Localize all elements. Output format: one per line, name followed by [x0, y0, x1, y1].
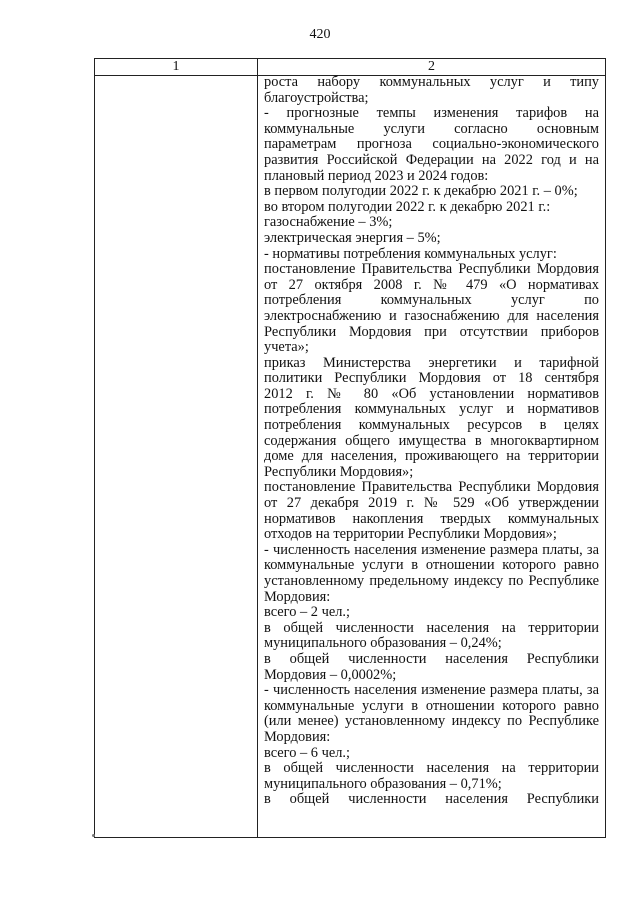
- text-line: плановый период 2023 и 2024 годов:: [264, 167, 489, 184]
- text-line: в общей численности населения Республики: [264, 650, 599, 667]
- text-line: постановление Правительства Республики Мордовия: [264, 261, 599, 278]
- text-line: Мордовия – 0,0002%;: [264, 666, 397, 683]
- text-line: потребления коммунальных услуг по: [264, 292, 599, 309]
- text-line: во втором полугодии 2022 г. к декабрю 2021 г.:: [264, 198, 551, 215]
- text-line: доме для населения, проживающего на территории: [264, 448, 599, 465]
- text-line: роста набору коммунальных услуг и типу: [264, 74, 599, 90]
- text-line: электрическая энергия – 5%;: [264, 229, 441, 246]
- text-line: учета»;: [264, 339, 309, 356]
- text-line: потребления коммунальных услуг и нормативов: [264, 401, 599, 418]
- text-line: муниципального образования – 0,71%;: [264, 775, 502, 792]
- text-line: 2012 г. № 80 «Об установлении нормативов: [264, 385, 599, 402]
- text-line: постановление Правительства Республики Мордовия: [264, 479, 599, 496]
- text-line: электроснабжению и газоснабжению для населения: [264, 307, 599, 324]
- text-line: коммунальные услуги согласно основным: [264, 120, 599, 137]
- text-line: содержания общего имущества в многоквартирном: [264, 432, 599, 449]
- document-table: [94, 58, 606, 838]
- text-line: установленному предельному индексу по Республике: [264, 573, 599, 589]
- text-line: нормативов накопления твердых коммунальных: [264, 510, 599, 527]
- text-line: коммунальные услуги в отношении которого равно: [264, 557, 599, 574]
- text-line: - прогнозные темпы изменения тарифов на: [264, 105, 599, 122]
- text-line: газоснабжение – 3%;: [264, 214, 393, 231]
- text-line: всего – 6 чел.;: [264, 744, 350, 761]
- text-line: - нормативы потребления коммунальных услуг:: [264, 245, 557, 262]
- text-line: потребления коммунальных ресурсов в целях: [264, 417, 599, 434]
- column-divider: [257, 59, 258, 838]
- text-line: коммунальные услуги в отношении которого равно: [264, 697, 599, 714]
- text-line: в первом полугодии 2022 г. к декабрю 2021 г. – 0%;: [264, 183, 578, 200]
- scan-mark: [92, 834, 95, 837]
- text-line: - численность населения изменение размера платы, за: [264, 541, 599, 558]
- text-line: параметрам прогноза социально-экономического: [264, 136, 599, 153]
- text-line: приказ Министерства энергетики и тарифной: [264, 354, 599, 371]
- text-line: Республики Мордовия при отсутствии приборов: [264, 323, 599, 340]
- column-2-header: 2: [428, 59, 435, 74]
- column-2-text: [264, 75, 599, 808]
- text-line: от 27 октября 2008 г. № 479 «О нормативах: [264, 276, 599, 293]
- text-line: (или менее) установленному индексу по Республике: [264, 713, 599, 730]
- text-line: в общей численности населения на территории: [264, 619, 599, 636]
- text-line: развития Российской Федерации на 2022 год и на: [264, 151, 599, 168]
- text-line: Мордовия:: [264, 728, 331, 745]
- column-1-header: 1: [172, 59, 180, 74]
- page-number: 420: [309, 27, 331, 42]
- text-line: политики Республики Мордовия от 18 сентября: [264, 370, 599, 387]
- text-line: отходов на территории Республики Мордовия»;: [264, 526, 557, 543]
- text-line: в общей численности населения на территории: [264, 760, 599, 777]
- text-line: Республики Мордовия»;: [264, 463, 414, 480]
- text-line: в общей численности населения Республики: [264, 791, 599, 808]
- text-line: - численность населения изменение размера платы, за: [264, 682, 599, 699]
- text-line: муниципального образования – 0,24%;: [264, 635, 502, 652]
- text-line: всего – 2 чел.;: [264, 604, 350, 621]
- text-line: Мордовия:: [264, 588, 331, 605]
- text-line: от 27 декабря 2019 г. № 529 «Об утверждении: [264, 495, 599, 512]
- text-line: благоустройства;: [264, 89, 369, 106]
